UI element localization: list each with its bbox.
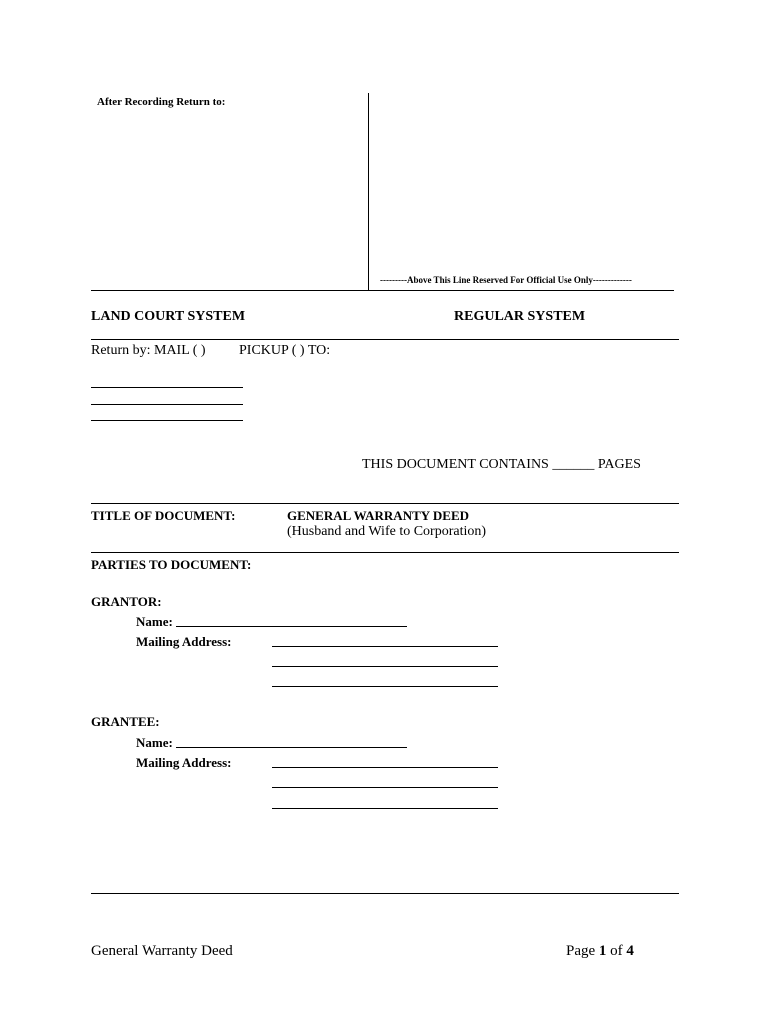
grantee-address-line-3[interactable] — [272, 808, 498, 809]
title-bottom-divider — [91, 552, 679, 553]
grantee-address-line-1[interactable] — [272, 767, 498, 768]
page-total: 4 — [626, 943, 634, 959]
regular-system-label: REGULAR SYSTEM — [454, 309, 586, 324]
footer-document-name: General Warranty Deed — [91, 943, 233, 959]
page-prefix: Page — [566, 943, 596, 959]
grantor-address-line-2[interactable] — [272, 666, 498, 667]
official-use-note: ---------Above This Line Reserved For Official Use Only------------- — [380, 275, 632, 285]
after-recording-label: After Recording Return to: — [97, 96, 226, 108]
official-use-line — [368, 290, 674, 291]
grantor-address-line-3[interactable] — [272, 686, 498, 687]
title-top-divider — [91, 503, 679, 504]
page-number — [566, 943, 634, 960]
return-address-line-3[interactable] — [91, 420, 243, 421]
grantee-mailing-label: Mailing Address: — [136, 755, 232, 770]
title-of-document-label: TITLE OF DOCUMENT: — [91, 508, 236, 523]
land-court-system-label: LAND COURT SYSTEM — [91, 309, 246, 324]
return-by-pickup: PICKUP ( ) TO: — [239, 343, 331, 358]
grantee-heading: GRANTEE: — [91, 714, 160, 729]
header-left-underline — [91, 290, 368, 291]
grantor-address-line-1[interactable] — [272, 646, 498, 647]
grantee-name-label: Name: — [136, 735, 173, 750]
header-vertical-divider — [368, 93, 369, 290]
page-current: 1 — [598, 943, 607, 959]
return-by-mail: Return by: MAIL ( ) — [91, 343, 206, 358]
page-of: of — [610, 943, 623, 959]
document-title: GENERAL WARRANTY DEED — [287, 508, 470, 523]
grantee-name-field[interactable] — [176, 747, 407, 748]
document-subtitle: (Husband and Wife to Corporation) — [287, 524, 487, 539]
grantor-name-label: Name: — [136, 614, 173, 629]
return-address-line-2[interactable] — [91, 404, 243, 405]
parties-heading: PARTIES TO DOCUMENT: — [91, 557, 252, 572]
page-count-statement: THIS DOCUMENT CONTAINS ______ PAGES — [362, 457, 641, 472]
grantor-mailing-label: Mailing Address: — [136, 634, 232, 649]
grantee-address-line-2[interactable] — [272, 787, 498, 788]
return-address-line-1[interactable] — [91, 387, 243, 388]
grantor-name-field[interactable] — [176, 626, 407, 627]
systems-divider — [91, 339, 679, 340]
grantor-heading: GRANTOR: — [91, 594, 162, 609]
footer-divider — [91, 893, 679, 894]
